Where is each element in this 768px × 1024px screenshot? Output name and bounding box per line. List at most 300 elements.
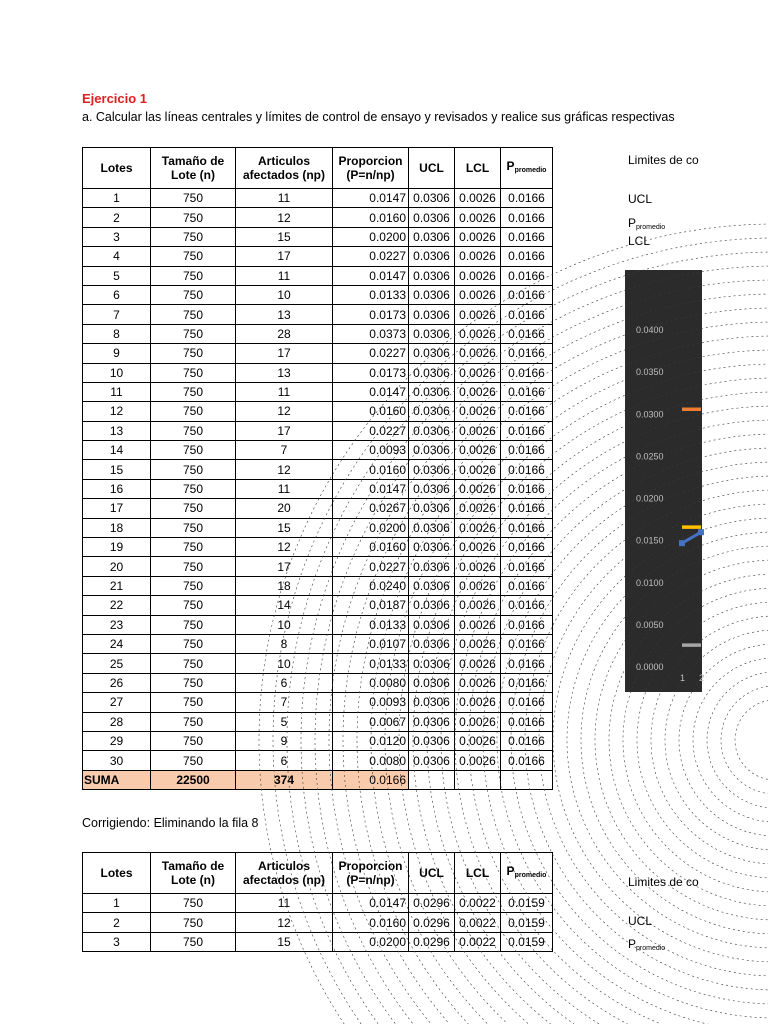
table-row	[83, 285, 553, 304]
cell-proporcion: 0.0133	[333, 654, 409, 673]
cell-articulos: 6	[236, 673, 333, 692]
cell-articulos: 17	[236, 557, 333, 576]
cell-lcl: 0.0026	[455, 673, 501, 692]
cell-articulos: 10	[236, 654, 333, 673]
cell-tamano: 750	[151, 538, 236, 557]
cell-proporcion: 0.0093	[333, 441, 409, 460]
cell-ucl: 0.0306	[409, 731, 455, 750]
cell-lote: 4	[83, 247, 151, 266]
cell-lcl: 0.0026	[455, 363, 501, 382]
table-row	[83, 557, 553, 576]
cell-lcl: 0.0026	[455, 344, 501, 363]
table-row	[83, 538, 553, 557]
col-header-lotes: Lotes	[83, 853, 151, 894]
cell-ucl: 0.0306	[409, 557, 455, 576]
cell-lcl: 0.0026	[455, 402, 501, 421]
cell-articulos: 18	[236, 576, 333, 595]
table-row	[83, 382, 553, 401]
y-tick-label: 0.0400	[636, 325, 664, 335]
cell-ucl: 0.0306	[409, 421, 455, 440]
cell-ucl: 0.0306	[409, 189, 455, 208]
col-header-articulos: Articulos afectados (np)	[236, 148, 333, 189]
chart-bg-arc	[595, 560, 768, 920]
sum-empty-cell	[455, 770, 501, 789]
cell-lote: 22	[83, 596, 151, 615]
cell-lcl: 0.0022	[455, 932, 501, 951]
cell-tamano: 750	[151, 913, 236, 932]
cell-proporcion: 0.0160	[333, 913, 409, 932]
cell-ucl: 0.0306	[409, 576, 455, 595]
cell-lcl: 0.0026	[455, 576, 501, 595]
control-table-revised	[82, 852, 553, 952]
cell-ucl: 0.0306	[409, 615, 455, 634]
cell-ucl: 0.0296	[409, 913, 455, 932]
cell-tamano: 750	[151, 654, 236, 673]
cell-ucl: 0.0306	[409, 654, 455, 673]
cell-tamano: 750	[151, 247, 236, 266]
cell-lote: 13	[83, 421, 151, 440]
cell-ucl: 0.0306	[409, 499, 455, 518]
cell-ppromedio: 0.0166	[501, 460, 553, 479]
cell-proporcion: 0.0080	[333, 673, 409, 692]
cell-tamano: 750	[151, 402, 236, 421]
cell-ppromedio: 0.0159	[501, 932, 553, 951]
cell-lote: 14	[83, 441, 151, 460]
cell-lcl: 0.0026	[455, 557, 501, 576]
cell-lote: 5	[83, 266, 151, 285]
control-chart	[625, 270, 705, 692]
cell-proporcion: 0.0187	[333, 596, 409, 615]
cell-ucl: 0.0306	[409, 382, 455, 401]
cell-articulos: 6	[236, 751, 333, 770]
sum-n: 22500	[151, 770, 236, 789]
col-header-ucl: UCL	[409, 853, 455, 894]
cell-articulos: 20	[236, 499, 333, 518]
cell-lcl: 0.0026	[455, 285, 501, 304]
table-row	[83, 913, 553, 932]
cell-articulos: 14	[236, 596, 333, 615]
cell-ucl: 0.0306	[409, 634, 455, 653]
cell-lcl: 0.0026	[455, 615, 501, 634]
cell-lcl: 0.0026	[455, 421, 501, 440]
sum-row	[83, 770, 553, 789]
cell-tamano: 750	[151, 576, 236, 595]
cell-lcl: 0.0026	[455, 693, 501, 712]
table-row	[83, 731, 553, 750]
table-row	[83, 305, 553, 324]
cell-tamano: 750	[151, 208, 236, 227]
cell-lcl: 0.0026	[455, 596, 501, 615]
cell-ppromedio: 0.0166	[501, 441, 553, 460]
chart-bg-arc	[721, 686, 768, 794]
cell-ppromedio: 0.0166	[501, 538, 553, 557]
cell-lote: 16	[83, 479, 151, 498]
cell-tamano: 750	[151, 460, 236, 479]
cell-proporcion: 0.0227	[333, 344, 409, 363]
cell-tamano: 750	[151, 596, 236, 615]
cell-articulos: 10	[236, 285, 333, 304]
cell-proporcion: 0.0200	[333, 932, 409, 951]
cell-ppromedio: 0.0166	[501, 227, 553, 246]
col-header-lcl: LCL	[455, 853, 501, 894]
cell-ppromedio: 0.0166	[501, 363, 553, 382]
cell-ppromedio: 0.0166	[501, 673, 553, 692]
cell-articulos: 12	[236, 460, 333, 479]
cell-ucl: 0.0306	[409, 441, 455, 460]
cell-proporcion: 0.0227	[333, 557, 409, 576]
cell-tamano: 750	[151, 693, 236, 712]
limits-p-label: $P_{promedio}$	[628, 216, 666, 231]
cell-ucl: 0.0306	[409, 305, 455, 324]
cell-proporcion: 0.0133	[333, 615, 409, 634]
x-tick-label: 1	[680, 673, 686, 683]
cell-ucl: 0.0306	[409, 596, 455, 615]
limits-heading-revised: Limites de co	[628, 875, 699, 889]
cell-lote: 15	[83, 460, 151, 479]
cell-tamano: 750	[151, 751, 236, 770]
cell-proporcion: 0.0147	[333, 894, 409, 913]
cell-articulos: 8	[236, 634, 333, 653]
chart-bg-arc	[735, 700, 768, 780]
cell-proporcion: 0.0160	[333, 208, 409, 227]
cell-proporcion: 0.0160	[333, 538, 409, 557]
cell-articulos: 7	[236, 693, 333, 712]
cell-lcl: 0.0026	[455, 266, 501, 285]
cell-ppromedio: 0.0166	[501, 596, 553, 615]
cell-lote: 18	[83, 518, 151, 537]
cell-articulos: 5	[236, 712, 333, 731]
cell-ucl: 0.0306	[409, 344, 455, 363]
cell-lcl: 0.0026	[455, 751, 501, 770]
cell-ucl: 0.0306	[409, 751, 455, 770]
table-row	[83, 266, 553, 285]
sum-p: 0.0166	[333, 770, 409, 789]
table-row	[83, 460, 553, 479]
cell-proporcion: 0.0373	[333, 324, 409, 343]
cell-lcl: 0.0022	[455, 913, 501, 932]
cell-tamano: 750	[151, 189, 236, 208]
cell-lcl: 0.0026	[455, 499, 501, 518]
cell-ppromedio: 0.0166	[501, 654, 553, 673]
cell-ucl: 0.0306	[409, 363, 455, 382]
cell-lcl: 0.0026	[455, 518, 501, 537]
table-row	[83, 499, 553, 518]
col-header-lotes: Lotes	[83, 148, 151, 189]
cell-ppromedio: 0.0166	[501, 518, 553, 537]
cell-proporcion: 0.0160	[333, 460, 409, 479]
cell-articulos: 15	[236, 932, 333, 951]
table-row	[83, 421, 553, 440]
cell-proporcion: 0.0227	[333, 247, 409, 266]
chart-bg-arc	[707, 672, 768, 808]
cell-lote: 12	[83, 402, 151, 421]
cell-tamano: 750	[151, 673, 236, 692]
cell-articulos: 9	[236, 731, 333, 750]
table-row	[83, 894, 553, 913]
sum-np: 374	[236, 770, 333, 789]
cell-proporcion: 0.0147	[333, 382, 409, 401]
cell-lote: 21	[83, 576, 151, 595]
cell-lcl: 0.0026	[455, 538, 501, 557]
col-header-lcl: LCL	[455, 148, 501, 189]
y-tick-label: 0.0200	[636, 493, 664, 504]
cell-tamano: 750	[151, 344, 236, 363]
table-row	[83, 441, 553, 460]
cell-articulos: 12	[236, 913, 333, 932]
cell-lote: 3	[83, 227, 151, 246]
cell-articulos: 12	[236, 208, 333, 227]
cell-lcl: 0.0026	[455, 479, 501, 498]
cell-articulos: 28	[236, 324, 333, 343]
cell-lote: 7	[83, 305, 151, 324]
cell-ppromedio: 0.0166	[501, 285, 553, 304]
cell-tamano: 750	[151, 421, 236, 440]
cell-ucl: 0.0306	[409, 460, 455, 479]
cell-proporcion: 0.0173	[333, 305, 409, 324]
y-tick-label: 0.0300	[636, 409, 664, 420]
cell-ucl: 0.0306	[409, 227, 455, 246]
table-row	[83, 654, 553, 673]
chart-bg-arc	[665, 630, 768, 850]
cell-lcl: 0.0026	[455, 305, 501, 324]
limits-ucl-label: UCL	[628, 192, 653, 206]
cell-lcl: 0.0026	[455, 247, 501, 266]
limits-lcl-label: LCL	[628, 234, 651, 248]
cell-proporcion: 0.0080	[333, 751, 409, 770]
table-row	[83, 324, 553, 343]
cell-articulos: 10	[236, 615, 333, 634]
cell-ppromedio: 0.0166	[501, 247, 553, 266]
cell-ppromedio: 0.0166	[501, 344, 553, 363]
table-row	[83, 344, 553, 363]
correction-note: Corrigiendo: Eliminando la fila 8	[82, 816, 259, 830]
cell-ucl: 0.0296	[409, 932, 455, 951]
exercise-instruction: a. Calcular las líneas centrales y límites de control de ensayo y revisados y realice sus gráficas respectivas	[82, 110, 675, 124]
cell-ucl: 0.0306	[409, 402, 455, 421]
cell-ppromedio: 0.0166	[501, 189, 553, 208]
cell-proporcion: 0.0107	[333, 634, 409, 653]
table-header-row	[83, 148, 553, 189]
cell-articulos: 17	[236, 421, 333, 440]
cell-lcl: 0.0026	[455, 227, 501, 246]
limits-p-label-revised: $P_{promedio}$	[628, 937, 666, 952]
table-row	[83, 208, 553, 227]
table-row	[83, 189, 553, 208]
cell-proporcion: 0.0200	[333, 227, 409, 246]
cell-ppromedio: 0.0166	[501, 615, 553, 634]
chart-bg-arc	[539, 504, 768, 976]
y-tick-label: 0.0150	[636, 535, 664, 546]
cell-ppromedio: 0.0166	[501, 499, 553, 518]
cell-lote: 2	[83, 913, 151, 932]
col-header-proporcion: Proporcion (P=n/np)	[333, 148, 409, 189]
cell-lote: 26	[83, 673, 151, 692]
table-row	[83, 402, 553, 421]
cell-lote: 8	[83, 324, 151, 343]
cell-lcl: 0.0026	[455, 208, 501, 227]
cell-ppromedio: 0.0159	[501, 894, 553, 913]
exercise-title: Ejercicio 1	[82, 91, 148, 106]
cell-proporcion: 0.0133	[333, 285, 409, 304]
cell-articulos: 11	[236, 382, 333, 401]
table-row	[83, 247, 553, 266]
cell-ppromedio: 0.0166	[501, 712, 553, 731]
cell-ppromedio: 0.0166	[501, 576, 553, 595]
cell-ucl: 0.0306	[409, 208, 455, 227]
control-chart-svg	[625, 270, 705, 692]
cell-articulos: 15	[236, 518, 333, 537]
chart-bg-arc	[679, 644, 768, 836]
cell-ppromedio: 0.0166	[501, 557, 553, 576]
cell-lote: 1	[83, 894, 151, 913]
cell-lote: 19	[83, 538, 151, 557]
proporcion-point	[679, 540, 685, 546]
cell-tamano: 750	[151, 499, 236, 518]
cell-proporcion: 0.0093	[333, 693, 409, 712]
cell-ucl: 0.0306	[409, 673, 455, 692]
cell-ucl: 0.0296	[409, 894, 455, 913]
table-row	[83, 518, 553, 537]
cell-ppromedio: 0.0166	[501, 402, 553, 421]
cell-lote: 27	[83, 693, 151, 712]
cell-lcl: 0.0026	[455, 382, 501, 401]
cell-lote: 2	[83, 208, 151, 227]
cell-proporcion: 0.0147	[333, 189, 409, 208]
cell-lote: 29	[83, 731, 151, 750]
cell-tamano: 750	[151, 285, 236, 304]
cell-proporcion: 0.0173	[333, 363, 409, 382]
cell-proporcion: 0.0200	[333, 518, 409, 537]
cell-tamano: 750	[151, 615, 236, 634]
cell-tamano: 750	[151, 557, 236, 576]
chart-bg-arc	[693, 658, 768, 822]
chart-bg-arc	[609, 574, 768, 906]
limits-ucl-label-revised: UCL	[628, 914, 653, 928]
chart-bg-arc	[651, 616, 768, 864]
y-tick-label: 0.0250	[636, 451, 664, 462]
cell-tamano: 750	[151, 731, 236, 750]
cell-ucl: 0.0306	[409, 479, 455, 498]
cell-tamano: 750	[151, 479, 236, 498]
cell-articulos: 11	[236, 266, 333, 285]
cell-articulos: 17	[236, 247, 333, 266]
cell-lcl: 0.0026	[455, 654, 501, 673]
cell-ppromedio: 0.0166	[501, 751, 553, 770]
cell-ucl: 0.0306	[409, 266, 455, 285]
cell-proporcion: 0.0147	[333, 479, 409, 498]
cell-lote: 23	[83, 615, 151, 634]
cell-proporcion: 0.0160	[333, 402, 409, 421]
cell-proporcion: 0.0227	[333, 421, 409, 440]
cell-tamano: 750	[151, 712, 236, 731]
cell-lcl: 0.0026	[455, 189, 501, 208]
cell-lcl: 0.0026	[455, 731, 501, 750]
limits-heading: Limites de co	[628, 153, 699, 167]
cell-proporcion: 0.0067	[333, 712, 409, 731]
cell-proporcion: 0.0120	[333, 731, 409, 750]
cell-tamano: 750	[151, 634, 236, 653]
col-header-proporcion: Proporcion (P=n/np)	[333, 853, 409, 894]
col-header-ucl: UCL	[409, 148, 455, 189]
y-tick-label: 0.0350	[636, 367, 664, 378]
cell-lote: 28	[83, 712, 151, 731]
cell-articulos: 13	[236, 305, 333, 324]
cell-lcl: 0.0026	[455, 324, 501, 343]
cell-ppromedio: 0.0166	[501, 731, 553, 750]
sum-empty-cell	[501, 770, 553, 789]
table-row	[83, 751, 553, 770]
cell-lote: 20	[83, 557, 151, 576]
cell-lote: 10	[83, 363, 151, 382]
cell-tamano: 750	[151, 894, 236, 913]
col-header-tamano: Tamaño de Lote (n)	[151, 853, 236, 894]
col-header-ppromedio: $P_{promedio}$	[501, 148, 553, 189]
cell-articulos: 15	[236, 227, 333, 246]
cell-articulos: 11	[236, 894, 333, 913]
cell-ppromedio: 0.0159	[501, 913, 553, 932]
y-tick-label: 0.0100	[636, 577, 664, 588]
cell-lcl: 0.0026	[455, 634, 501, 653]
table-row	[83, 615, 553, 634]
cell-lote: 25	[83, 654, 151, 673]
cell-tamano: 750	[151, 266, 236, 285]
sum-label: SUMA	[83, 770, 151, 789]
cell-lote: 30	[83, 751, 151, 770]
chart-bg-arc	[637, 602, 768, 878]
table-row	[83, 712, 553, 731]
cell-lote: 6	[83, 285, 151, 304]
cell-tamano: 750	[151, 932, 236, 951]
table-row	[83, 932, 553, 951]
table-row	[83, 363, 553, 382]
cell-ucl: 0.0306	[409, 538, 455, 557]
cell-ucl: 0.0306	[409, 324, 455, 343]
cell-lcl: 0.0022	[455, 894, 501, 913]
cell-lote: 11	[83, 382, 151, 401]
col-header-tamano: Tamaño de Lote (n)	[151, 148, 236, 189]
cell-ppromedio: 0.0166	[501, 693, 553, 712]
cell-proporcion: 0.0267	[333, 499, 409, 518]
cell-ppromedio: 0.0166	[501, 305, 553, 324]
cell-tamano: 750	[151, 227, 236, 246]
proporcion-point	[698, 529, 704, 535]
table-row	[83, 693, 553, 712]
cell-ppromedio: 0.0166	[501, 421, 553, 440]
cell-ucl: 0.0306	[409, 712, 455, 731]
cell-ucl: 0.0306	[409, 693, 455, 712]
cell-lote: 24	[83, 634, 151, 653]
x-tick-label: 2	[699, 673, 705, 683]
cell-articulos: 12	[236, 402, 333, 421]
y-tick-label: 0.0050	[636, 619, 664, 630]
cell-lote: 3	[83, 932, 151, 951]
table-header-row	[83, 853, 553, 894]
cell-proporcion: 0.0240	[333, 576, 409, 595]
cell-articulos: 11	[236, 189, 333, 208]
cell-lcl: 0.0026	[455, 441, 501, 460]
cell-lote: 1	[83, 189, 151, 208]
cell-proporcion: 0.0147	[333, 266, 409, 285]
cell-tamano: 750	[151, 441, 236, 460]
cell-ppromedio: 0.0166	[501, 382, 553, 401]
col-header-articulos: Articulos afectados (np)	[236, 853, 333, 894]
table-row	[83, 227, 553, 246]
cell-articulos: 17	[236, 344, 333, 363]
cell-lcl: 0.0026	[455, 712, 501, 731]
cell-articulos: 13	[236, 363, 333, 382]
cell-ppromedio: 0.0166	[501, 324, 553, 343]
cell-tamano: 750	[151, 363, 236, 382]
